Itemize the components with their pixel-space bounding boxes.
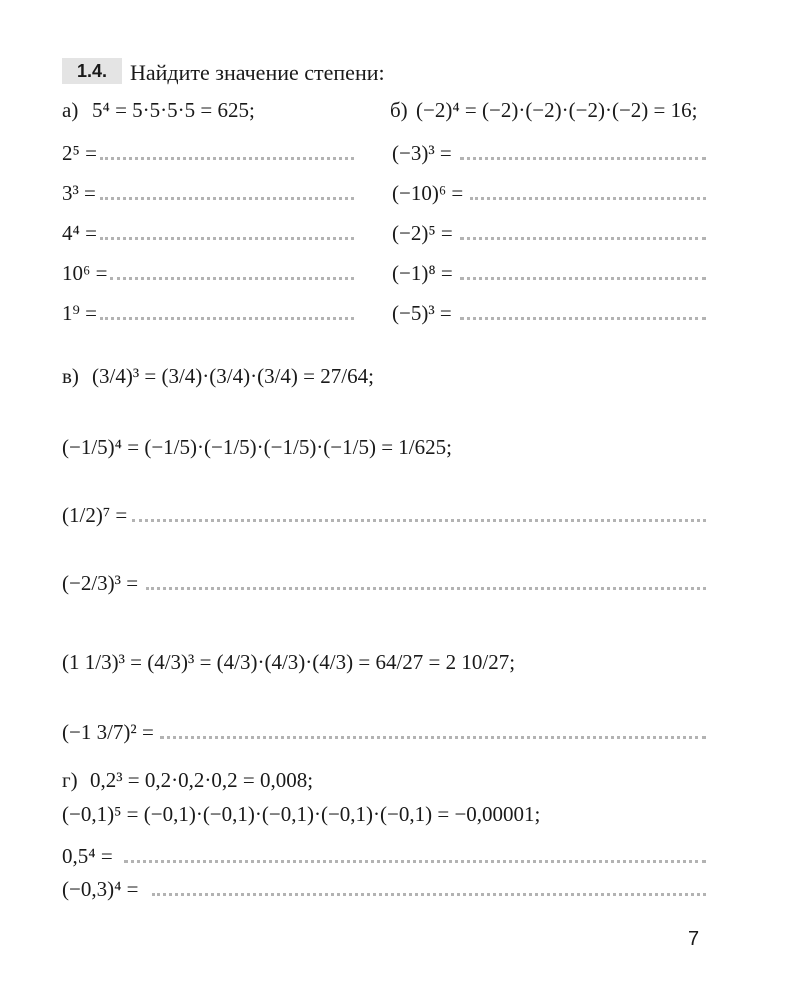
answer-blank-b2[interactable]	[470, 197, 706, 200]
section-v-example-2: (−1/5)⁴ = (−1/5)·(−1/5)·(−1/5)·(−1/5) = 1/625;	[62, 435, 452, 459]
answer-blank-b5[interactable]	[460, 317, 706, 320]
page-number: 7	[688, 928, 700, 950]
section-a-example: 5⁴ = 5·5·5·5 = 625;	[92, 98, 255, 122]
answer-blank-a3[interactable]	[100, 237, 354, 240]
answer-blank-b4[interactable]	[460, 277, 706, 280]
section-a-label: а)	[62, 98, 79, 122]
section-g-example-2: (−0,1)⁵ = (−0,1)·(−0,1)·(−0,1)·(−0,1)·(−0,1) = −0,00001;	[62, 802, 541, 826]
section-g-item-1: 0,5⁴ =	[62, 844, 113, 868]
section-v-item-1: (1/2)⁷ =	[62, 503, 128, 527]
task-number-badge: 1.4.	[62, 58, 122, 84]
answer-blank-b1[interactable]	[460, 157, 706, 160]
answer-blank-v3[interactable]	[160, 736, 706, 739]
answer-blank-v1[interactable]	[132, 519, 706, 522]
section-a-item-3: 4⁴ =	[62, 221, 97, 245]
answer-blank-b3[interactable]	[460, 237, 706, 240]
section-a-item-1: 2⁵ =	[62, 141, 97, 165]
task-title: Найдите значение степени:	[130, 60, 385, 85]
section-v-example-1: (3/4)³ = (3/4)·(3/4)·(3/4) = 27/64;	[92, 364, 374, 388]
section-b-item-2: (−10)⁶ =	[392, 181, 464, 205]
answer-blank-a1[interactable]	[100, 157, 354, 160]
answer-blank-a5[interactable]	[100, 317, 354, 320]
section-b-example: (−2)⁴ = (−2)·(−2)·(−2)·(−2) = 16;	[416, 98, 698, 122]
section-b-item-4: (−1)⁸ =	[392, 261, 453, 285]
section-g-item-2: (−0,3)⁴ =	[62, 877, 139, 901]
answer-blank-a4[interactable]	[110, 277, 354, 280]
section-a-item-2: 3³ =	[62, 181, 96, 205]
section-v-example-3: (1 1/3)³ = (4/3)³ = (4/3)·(4/3)·(4/3) = 64/27 = 2 10/27;	[62, 650, 516, 674]
section-v-item-3: (−1 3/7)² =	[62, 720, 154, 744]
section-b-item-5: (−5)³ =	[392, 301, 452, 325]
section-a-item-4: 10⁶ =	[62, 261, 108, 285]
section-b-item-1: (−3)³ =	[392, 141, 452, 165]
section-v-label: в)	[62, 364, 79, 388]
section-g-example-1: 0,2³ = 0,2·0,2·0,2 = 0,008;	[90, 768, 314, 792]
answer-blank-a2[interactable]	[100, 197, 354, 200]
answer-blank-g2[interactable]	[152, 893, 706, 896]
section-a-item-5: 1⁹ =	[62, 301, 97, 325]
section-v-item-2: (−2/3)³ =	[62, 571, 139, 595]
answer-blank-v2[interactable]	[146, 587, 706, 590]
answer-blank-g1[interactable]	[124, 860, 706, 863]
section-g-label: г)	[62, 768, 78, 792]
section-b-label: б)	[390, 98, 408, 122]
section-b-item-3: (−2)⁵ =	[392, 221, 453, 245]
